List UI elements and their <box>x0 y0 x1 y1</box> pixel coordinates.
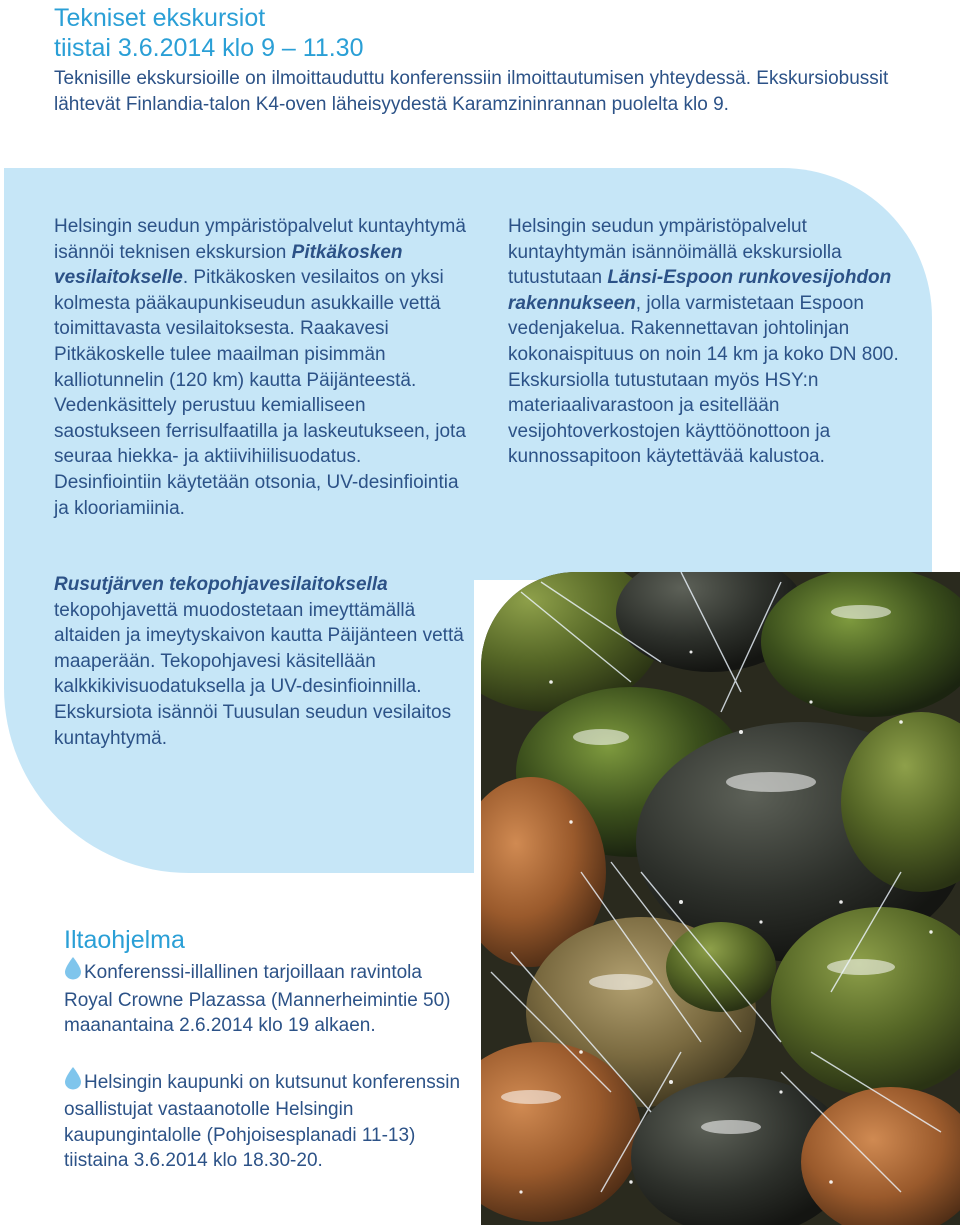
water-drop-icon <box>64 956 82 988</box>
excursion-body: . Pitkäkosken vesilaitos on yksi kolmesta pääkaupunkiseudun asukkaille vettä toimittavasta vesilaitoksesta. Raakavesi Pitkäkoskelle tulee maailman pisimmän kalliotunnelin (120 km) kautta Päijänteestä. Vedenkäsittely perustuu kemialliseen saostukseen ferrisulfaatilla ja laskeutukseen, jota seuraa hiekka- ja aktiivihiilisuodatus. Desinfiointiin käytetään otsonia, UV-desinfiointia ja klooriamiinia. <box>54 267 466 519</box>
page-header <box>54 4 934 117</box>
excursion-body: , jolla varmistetaan Espoon vedenjakelua. Rakennettavan johtolinjan kokonaispituus on noin 14 km ja koko DN 800. Ekskursiolla tutustutaan myös HSY:n materiaalivarastoon ja esitellään vesijohtoverkostojen käyttöönottoon ja kunnossapitoon käytettävää kalustoa. <box>508 292 899 468</box>
page-subtitle: tiistai 3.6.2014 klo 9 – 11.30 <box>54 34 364 62</box>
evening-title: Iltaohjelma <box>64 926 185 954</box>
excursion-lead: Helsingin seudun ympäristöpalvelut kuntayhtymän isännöimällä ekskursiolla tutustutaan <box>508 216 842 289</box>
excursion-highlight: Länsi-Espoon runkovesijohdon rakennukseen <box>508 267 892 314</box>
lansi-espoo-excursion <box>508 214 908 470</box>
page-title: Tekniset ekskursiot <box>54 4 266 32</box>
evening-item <box>64 1066 464 1174</box>
evening-item <box>64 956 464 1039</box>
evening-item-text: Konferenssi-illallinen tarjoillaan ravintola Royal Crowne Plazassa (Mannerheimintie 50) maanantaina 2.6.2014 klo 19 alkaen. <box>64 962 451 1036</box>
excursion-body: tekopohjavettä muodostetaan imeyttämällä altaiden ja imeytyskaivon kautta Päijänteen vettä maaperään. Tekopohjavesi käsitellään kalkkikivisuodatuksella ja UV-desinfioinnilla. Ekskursiota isännöi Tuusulan seudun vesilaitos kuntayhtymä. <box>54 599 464 749</box>
excursion-highlight: Pitkäkosken vesilaitokselle <box>54 241 403 289</box>
excursion-highlight: Rusutjärven tekopohjavesilaitoksella <box>54 574 388 595</box>
intro-paragraph: Teknisille ekskursioille on ilmoittauduttu konferenssiin ilmoittautumisen yhteydessä. Ekskursiobussit lähtevät Finlandia-talon K4-oven läheisyydestä Karamzininrannan puolelta klo 9. <box>54 68 889 115</box>
water-drop-icon <box>64 1066 82 1098</box>
excursion-lead: Helsingin seudun ympäristöpalvelut kuntayhtymä isännöi teknisen ekskursion <box>54 216 466 263</box>
evening-item-text: Helsingin kaupunki on kutsunut konferenssin osallistujat vastaanotolle Helsingin kaupungintalolle (Pohjoisesplanadi 11-13) tiistaina 3.6.2014 klo 18.30-20. <box>64 1071 461 1171</box>
pitkakoski-excursion <box>54 214 474 521</box>
stones-water-photo <box>481 572 960 1225</box>
evening-program <box>64 924 464 1174</box>
rusutjarvi-excursion <box>54 572 466 751</box>
